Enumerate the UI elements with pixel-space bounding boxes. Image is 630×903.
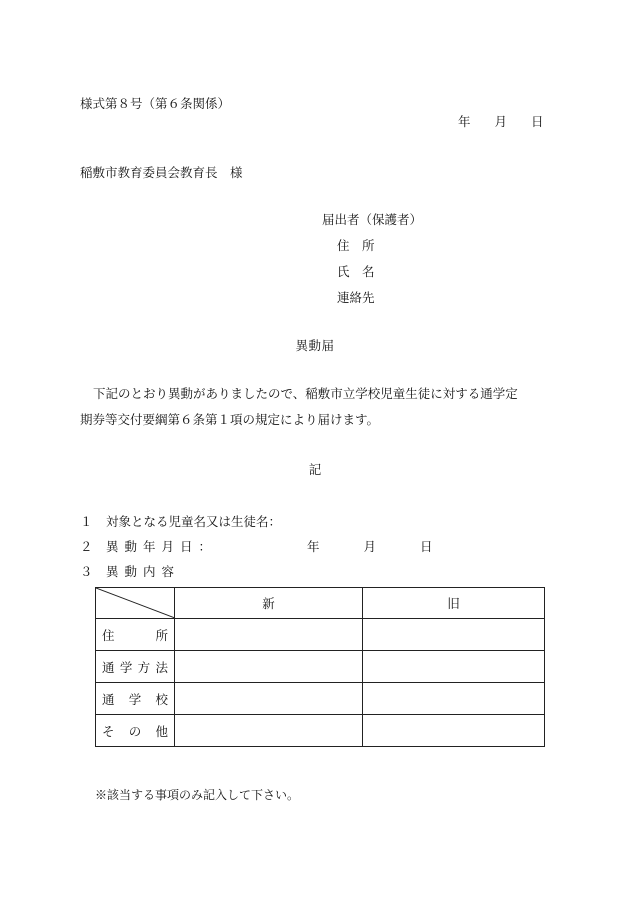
footnote: ※該当する事項のみ記入して下さい。 [95,788,300,802]
ki-heading: 記 [308,462,322,477]
item-3 [80,562,180,580]
table-row [96,683,545,715]
applicant-contact-label: 連絡先 [337,290,375,305]
cell-old-other[interactable] [363,715,545,747]
date-day-label: 日 [531,114,544,129]
body-text-line-1: 下記のとおり異動がありましたので、稲敷市立学校児童生徒に対する通学定 [93,386,518,401]
table-row [96,651,545,683]
header-old: 旧 [363,588,545,619]
item-2-date-fields [221,539,433,554]
applicant-heading: 届出者（保護者） [322,212,423,227]
date-header [458,112,544,130]
table-row [96,715,545,747]
diagonal-line [96,588,175,618]
applicant-address-label: 住 所 [337,238,375,253]
applicant-name-label: 氏 名 [337,264,375,279]
row-label-commute-method: 通 学 方 法 [96,651,175,683]
item-3-number: ３ [80,564,93,579]
date-year-label: 年 [458,114,471,129]
item-1-number: １ [80,514,93,529]
row-label-other: そ の 他 [96,715,175,747]
cell-old-school[interactable] [363,683,545,715]
item-2-number: ２ [80,539,93,554]
row-label-school: 通 学 校 [96,683,175,715]
row-label-address: 住 所 [96,619,175,651]
cell-new-other[interactable] [175,715,363,747]
recipient: 稲敷市教育委員会教育長 様 [80,165,243,180]
item-1 [80,512,281,530]
item-2 [80,537,433,555]
change-table [95,587,545,747]
form-number: 様式第８号（第６条関係） [80,96,231,111]
cell-old-address[interactable] [363,619,545,651]
item-3-label: 異動内容 [106,564,181,579]
item-2-year: 年 [307,539,320,554]
table-corner-cell [96,588,175,619]
header-new: 新 [175,588,363,619]
cell-new-address[interactable] [175,619,363,651]
document-title: 異動届 [295,338,335,353]
cell-new-school[interactable] [175,683,363,715]
item-2-label: 異動年月日： [106,539,218,554]
body-text-line-2: 期券等交付要綱第６条第１項の規定により届けます。 [80,412,380,427]
item-1-label: 対象となる児童名又は生徒名： [106,514,282,529]
table-row [96,619,545,651]
item-2-month: 月 [363,539,377,554]
date-month-label: 月 [494,114,508,129]
cell-old-commute-method[interactable] [363,651,545,683]
item-2-day: 日 [420,539,433,554]
cell-new-commute-method[interactable] [175,651,363,683]
table-header-row [96,588,545,619]
